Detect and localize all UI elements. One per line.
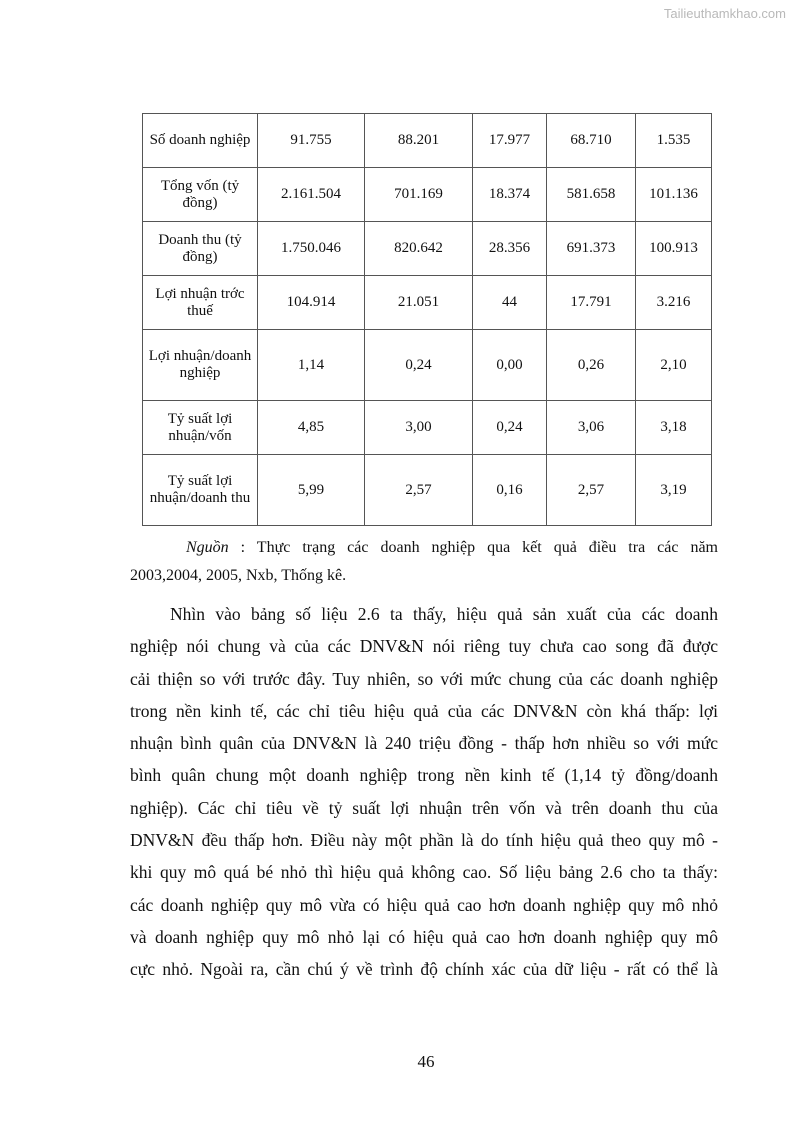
paragraph-line: DNV&N đều thấp hơn. Điều này một phần là do tính hiệu quả theo quy mô - bbox=[130, 830, 718, 851]
table-row bbox=[143, 330, 712, 401]
paragraph-line: bình quân chung một doanh nghiệp trong nền kinh tế (1,14 tỷ đồng/doanh bbox=[130, 765, 718, 786]
table-cell: 3,18 bbox=[636, 401, 712, 455]
table-cell: 0,24 bbox=[365, 330, 473, 401]
row-label: Tỷ suất lợi nhuận/doanh thu bbox=[143, 455, 258, 526]
table-cell: 17.977 bbox=[473, 114, 547, 168]
table-cell: 3,00 bbox=[365, 401, 473, 455]
table-row bbox=[143, 114, 712, 168]
table-cell: 3.216 bbox=[636, 276, 712, 330]
table-cell: 18.374 bbox=[473, 168, 547, 222]
table-cell: 1,14 bbox=[258, 330, 365, 401]
table-cell: 2,57 bbox=[365, 455, 473, 526]
paragraph-line: trong nền kinh tế, các chỉ tiêu hiệu quả của các DNV&N còn khá thấp: lợi bbox=[130, 700, 718, 721]
table-source-note bbox=[130, 534, 718, 590]
body-paragraph bbox=[130, 598, 718, 986]
row-label: Tổng vốn (tỷ đồng) bbox=[143, 168, 258, 222]
table-cell: 691.373 bbox=[547, 222, 636, 276]
table-cell: 581.658 bbox=[547, 168, 636, 222]
paragraph-line: các doanh nghiệp quy mô vừa có hiệu quả cao hơn doanh nghiệp quy mô nhỏ bbox=[130, 894, 718, 915]
table-cell: 28.356 bbox=[473, 222, 547, 276]
table-cell: 2,57 bbox=[547, 455, 636, 526]
table-cell: 0,24 bbox=[473, 401, 547, 455]
paragraph-line: khi quy mô quá bé nhỏ thì hiệu quả không cao. Số liệu bảng 2.6 cho ta thấy: bbox=[130, 862, 718, 883]
table-cell: 4,85 bbox=[258, 401, 365, 455]
source-text: : Thực trạng các doanh nghiệp qua kết quả điều tra các năm bbox=[228, 539, 718, 556]
table-row bbox=[143, 455, 712, 526]
source-label: Nguồn bbox=[186, 539, 229, 556]
table-cell: 701.169 bbox=[365, 168, 473, 222]
paragraph-line: nghiệp). Các chỉ tiêu về tỷ suất lợi nhuận trên vốn và trên doanh thu của bbox=[130, 797, 718, 818]
table-row bbox=[143, 401, 712, 455]
table-row bbox=[143, 222, 712, 276]
table-cell: 104.914 bbox=[258, 276, 365, 330]
source-line-1 bbox=[130, 534, 718, 562]
row-label: Lợi nhuận/doanh nghiệp bbox=[143, 330, 258, 401]
source-line-2: 2003,2004, 2005, Nxb, Thống kê. bbox=[130, 567, 347, 584]
table-cell: 68.710 bbox=[547, 114, 636, 168]
paragraph-line: và doanh nghiệp quy mô nhỏ lại có hiệu quả cao hơn doanh nghiệp quy mô bbox=[130, 926, 718, 947]
table-cell: 88.201 bbox=[365, 114, 473, 168]
page-number: 46 bbox=[417, 1052, 435, 1071]
table-cell: 1.535 bbox=[636, 114, 712, 168]
paragraph-line: nhuận bình quân của DNV&N là 240 triệu đồng - thấp hơn nhiều so với mức bbox=[130, 733, 718, 754]
table-cell: 0,26 bbox=[547, 330, 636, 401]
table-row bbox=[143, 168, 712, 222]
table-row bbox=[143, 276, 712, 330]
table-cell: 101.136 bbox=[636, 168, 712, 222]
row-label: Lợi nhuận trớc thuế bbox=[143, 276, 258, 330]
statistics-table bbox=[142, 113, 712, 526]
watermark: Tailieuthamkhao.com bbox=[663, 6, 786, 21]
table-cell: 2.161.504 bbox=[258, 168, 365, 222]
row-label: Tỷ suất lợi nhuận/vốn bbox=[143, 401, 258, 455]
table-cell: 0,16 bbox=[473, 455, 547, 526]
row-label: Doanh thu (tỷ đồng) bbox=[143, 222, 258, 276]
table-cell: 3,06 bbox=[547, 401, 636, 455]
table-cell: 17.791 bbox=[547, 276, 636, 330]
table-cell: 21.051 bbox=[365, 276, 473, 330]
paragraph-line: cực nhỏ. Ngoài ra, cần chú ý về trình độ chính xác của dữ liệu - rất có thể là bbox=[130, 959, 718, 980]
table-cell: 100.913 bbox=[636, 222, 712, 276]
paragraph-line: nghiệp nói chung và của các DNV&N nói riêng tuy chưa cao song đã được bbox=[130, 636, 718, 657]
table-cell: 3,19 bbox=[636, 455, 712, 526]
table-cell: 2,10 bbox=[636, 330, 712, 401]
table-cell: 91.755 bbox=[258, 114, 365, 168]
table-cell: 0,00 bbox=[473, 330, 547, 401]
table-cell: 44 bbox=[473, 276, 547, 330]
table-cell: 820.642 bbox=[365, 222, 473, 276]
row-label: Số doanh nghiệp bbox=[143, 114, 258, 168]
table-cell: 5,99 bbox=[258, 455, 365, 526]
table-cell: 1.750.046 bbox=[258, 222, 365, 276]
paragraph-line: cải thiện so với trước đây. Tuy nhiên, so với mức chung của các doanh nghiệp bbox=[130, 668, 718, 689]
paragraph-line: Nhìn vào bảng số liệu 2.6 ta thấy, hiệu quả sản xuất của các doanh bbox=[170, 604, 718, 624]
